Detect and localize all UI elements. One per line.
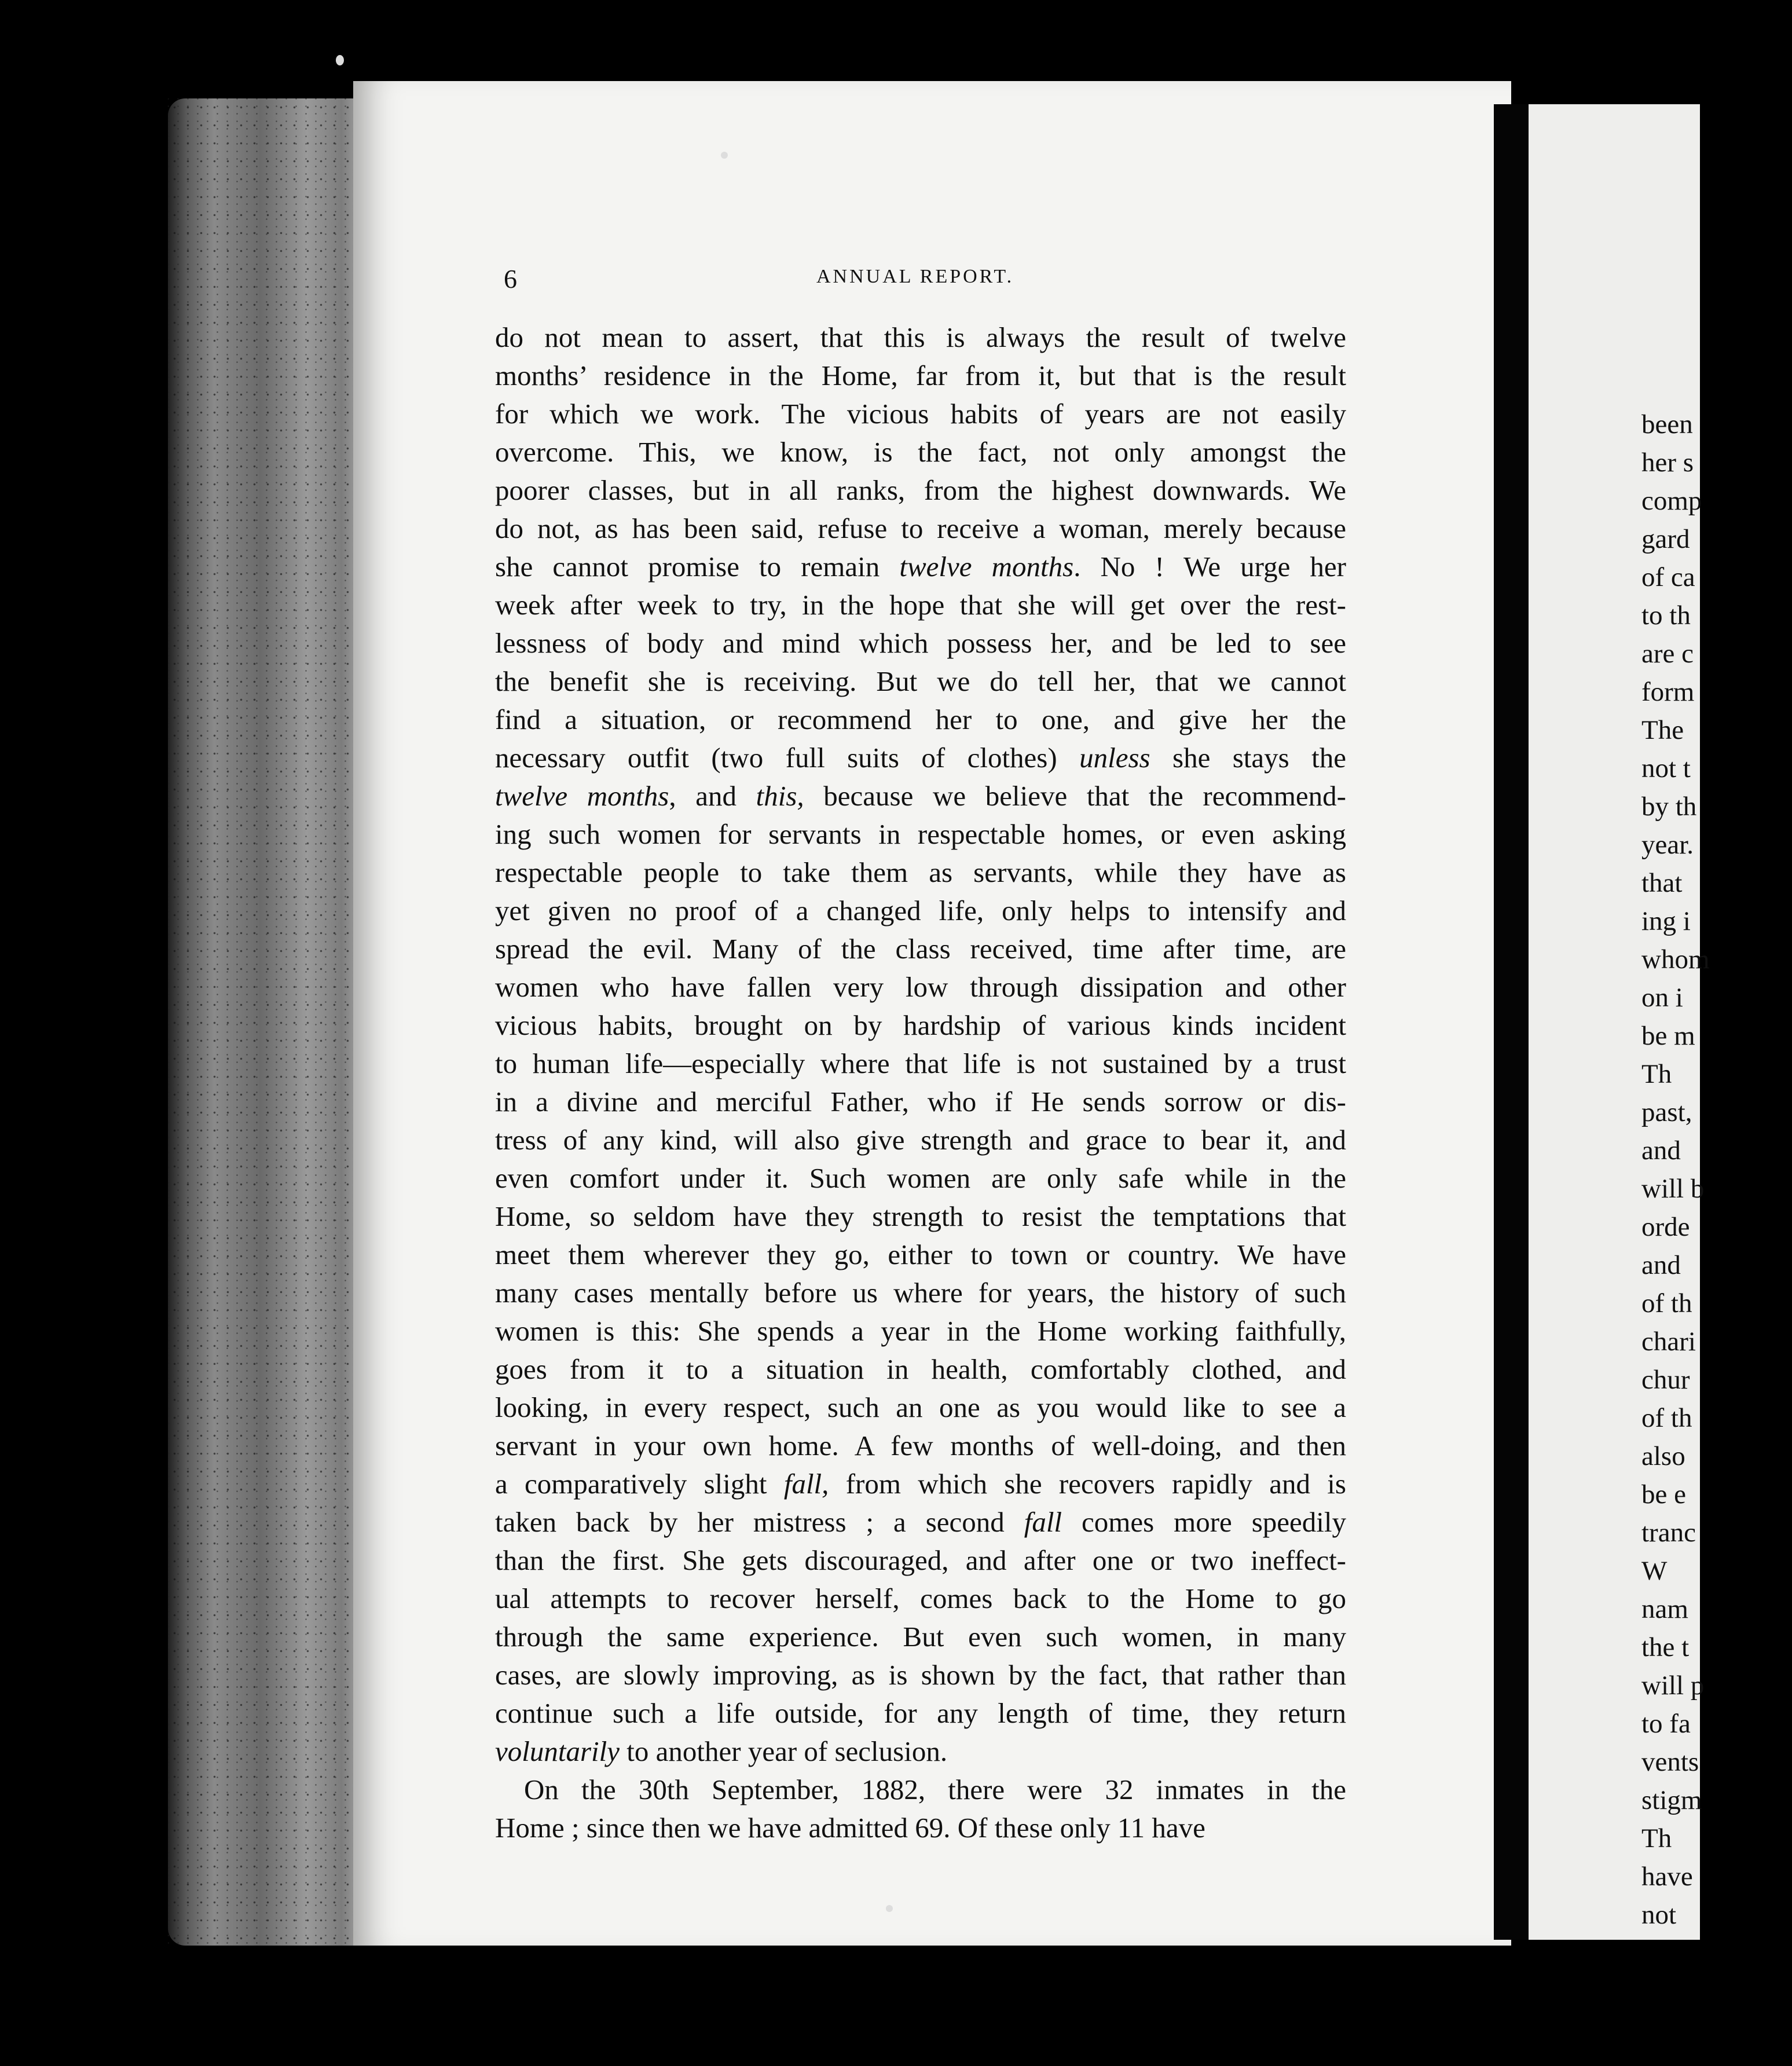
facing-text-line: vents	[1641, 1747, 1699, 1777]
text-line: many cases mentally before us where for years, the history of such	[495, 1277, 1346, 1309]
text-line: spread the evil. Many of the class received, time after time, are	[495, 933, 1346, 965]
facing-text-line: the t	[1641, 1632, 1690, 1662]
text-line: respectable people to take them as servants, while they have as	[495, 856, 1346, 888]
text-line: for which we work. The vicious habits of years are not easily	[495, 398, 1346, 430]
text-line: Home ; since then we have admitted 69. Of these only 11 have	[495, 1812, 1205, 1844]
facing-text-line: Th	[1641, 1823, 1672, 1853]
facing-text-line: of th	[1641, 1288, 1692, 1318]
text-line: servant in your own home. A few months of well-doing, and then	[495, 1430, 1346, 1461]
text-line: do not, as has been said, refuse to receive a woman, merely because	[495, 512, 1346, 544]
dust-speck	[886, 1905, 893, 1912]
facing-text-line: to th	[1641, 600, 1691, 631]
text-line: in a divine and merciful Father, who if He sends sorrow or dis-	[495, 1086, 1346, 1118]
text-line: week after week to try, in the hope that she will get over the rest-	[495, 589, 1346, 621]
facing-text-line: and	[1641, 1135, 1681, 1166]
facing-text-line: The	[1641, 715, 1684, 745]
facing-text-line: and	[1641, 1250, 1681, 1280]
facing-text-line: to fa	[1641, 1709, 1691, 1739]
facing-text-line: of th	[1641, 1403, 1692, 1433]
text-line: ual attempts to recover herself, comes back to the Home to go	[495, 1583, 1346, 1614]
facing-text-line: be e	[1641, 1479, 1686, 1510]
text-line: Home, so seldom have they strength to resist the temptations that	[495, 1200, 1346, 1232]
facing-text-line: that	[1641, 868, 1683, 898]
facing-text-line: not t	[1641, 753, 1691, 783]
facing-text-line: comp	[1641, 486, 1702, 516]
body-text	[495, 318, 1346, 1847]
facing-text-line: on i	[1641, 983, 1683, 1013]
facing-page	[1529, 104, 1710, 1940]
facing-text-line: gard	[1641, 524, 1690, 554]
facing-text-line: chari	[1641, 1327, 1696, 1357]
facing-text-line: W	[1641, 1556, 1668, 1586]
facing-text-line: will p	[1641, 1671, 1705, 1701]
facing-text-line: orde	[1641, 1212, 1690, 1242]
text-line: do not mean to assert, that this is always the result of twelve	[495, 321, 1346, 353]
text-line: ing such women for servants in respectable homes, or even asking	[495, 818, 1346, 850]
text-line: find a situation, or recommend her to one, and give her the	[495, 704, 1346, 735]
text-line: necessary outfit (two full suits of clothes) unless she stays the	[495, 742, 1347, 774]
facing-text-line: by th	[1641, 792, 1697, 822]
facing-text-line: not	[1641, 1900, 1677, 1930]
text-line: tress of any kind, will also give strength and grace to bear it, and	[495, 1124, 1346, 1156]
facing-text-line: year.	[1641, 830, 1694, 860]
text-line: a comparatively slight fall, from which she recovers rapidly and is	[495, 1468, 1346, 1500]
facing-text-line: chur	[1641, 1365, 1690, 1395]
page-number: 6	[504, 264, 517, 294]
text-line: poorer classes, but in all ranks, from the highest downwards. We	[495, 474, 1346, 506]
dust-speck	[336, 55, 344, 65]
text-line: On the 30th September, 1882, there were 32 inmates in the	[524, 1774, 1346, 1805]
facing-text-line: form	[1641, 677, 1695, 707]
facing-text-line: have	[1641, 1862, 1693, 1892]
facing-text-line: be m	[1641, 1021, 1695, 1051]
facing-page-text	[1641, 405, 1792, 1934]
facing-text-line: of ca	[1641, 562, 1695, 592]
facing-text-line: will b	[1641, 1174, 1705, 1204]
facing-text-line: stigm	[1641, 1785, 1702, 1815]
gutter	[1494, 104, 1529, 1940]
text-line: to human life—especially where that life is not sustained by a trust	[495, 1047, 1346, 1079]
text-line: the benefit she is receiving. But we do tell her, that we cannot	[495, 665, 1346, 697]
text-line: cases, are slowly improving, as is shown by the fact, that rather than	[495, 1659, 1346, 1691]
facing-text-line: also	[1641, 1441, 1685, 1471]
facing-text-line: whom	[1641, 944, 1710, 975]
text-line: taken back by her mistress ; a second fall comes more speedily	[495, 1506, 1347, 1538]
text-line: women is this: She spends a year in the Home working faithfully,	[495, 1315, 1346, 1347]
text-line: vicious habits, brought on by hardship of various kinds incident	[495, 1009, 1346, 1041]
text-line: through the same experience. But even such women, in many	[495, 1621, 1346, 1653]
text-line: continue such a life outside, for any length of time, they return	[495, 1697, 1346, 1729]
facing-text-line: are c	[1641, 639, 1694, 669]
running-head	[504, 263, 1060, 298]
text-line: than the first. She gets discouraged, and after one or two ineffect-	[495, 1544, 1346, 1576]
facing-text-line: Th	[1641, 1059, 1672, 1089]
facing-text-line: nam	[1641, 1594, 1688, 1624]
text-line: yet given no proof of a changed life, only helps to intensify and	[495, 895, 1346, 926]
facing-text-line: her s	[1641, 448, 1694, 478]
text-line: meet them wherever they go, either to town or country. We have	[495, 1239, 1346, 1270]
text-line: goes from it to a situation in health, comfortably clothed, and	[495, 1353, 1346, 1385]
facing-text-line: past,	[1641, 1097, 1692, 1127]
text-line: lessness of body and mind which possess her, and be led to see	[495, 627, 1346, 659]
text-line: she cannot promise to remain twelve months. No ! We urge her	[495, 551, 1346, 583]
dust-speck	[721, 152, 728, 159]
facing-text-line: tranc	[1641, 1518, 1696, 1548]
facing-text-line: been	[1641, 409, 1693, 439]
text-line: looking, in every respect, such an one as you would like to see a	[495, 1391, 1346, 1423]
text-line: overcome. This, we know, is the fact, not only amongst the	[495, 436, 1346, 468]
text-line: months’ residence in the Home, far from it, but that is the result	[495, 360, 1346, 391]
running-title: ANNUAL REPORT.	[816, 266, 1014, 287]
text-line: voluntarily to another year of seclusion.	[495, 1735, 948, 1767]
facing-text-line: ing i	[1641, 906, 1691, 936]
text-line: women who have fallen very low through dissipation and other	[495, 971, 1346, 1003]
text-line: even comfort under it. Such women are only safe while in the	[495, 1162, 1346, 1194]
text-line: twelve months, and this, because we believe that the recommend-	[495, 780, 1347, 812]
